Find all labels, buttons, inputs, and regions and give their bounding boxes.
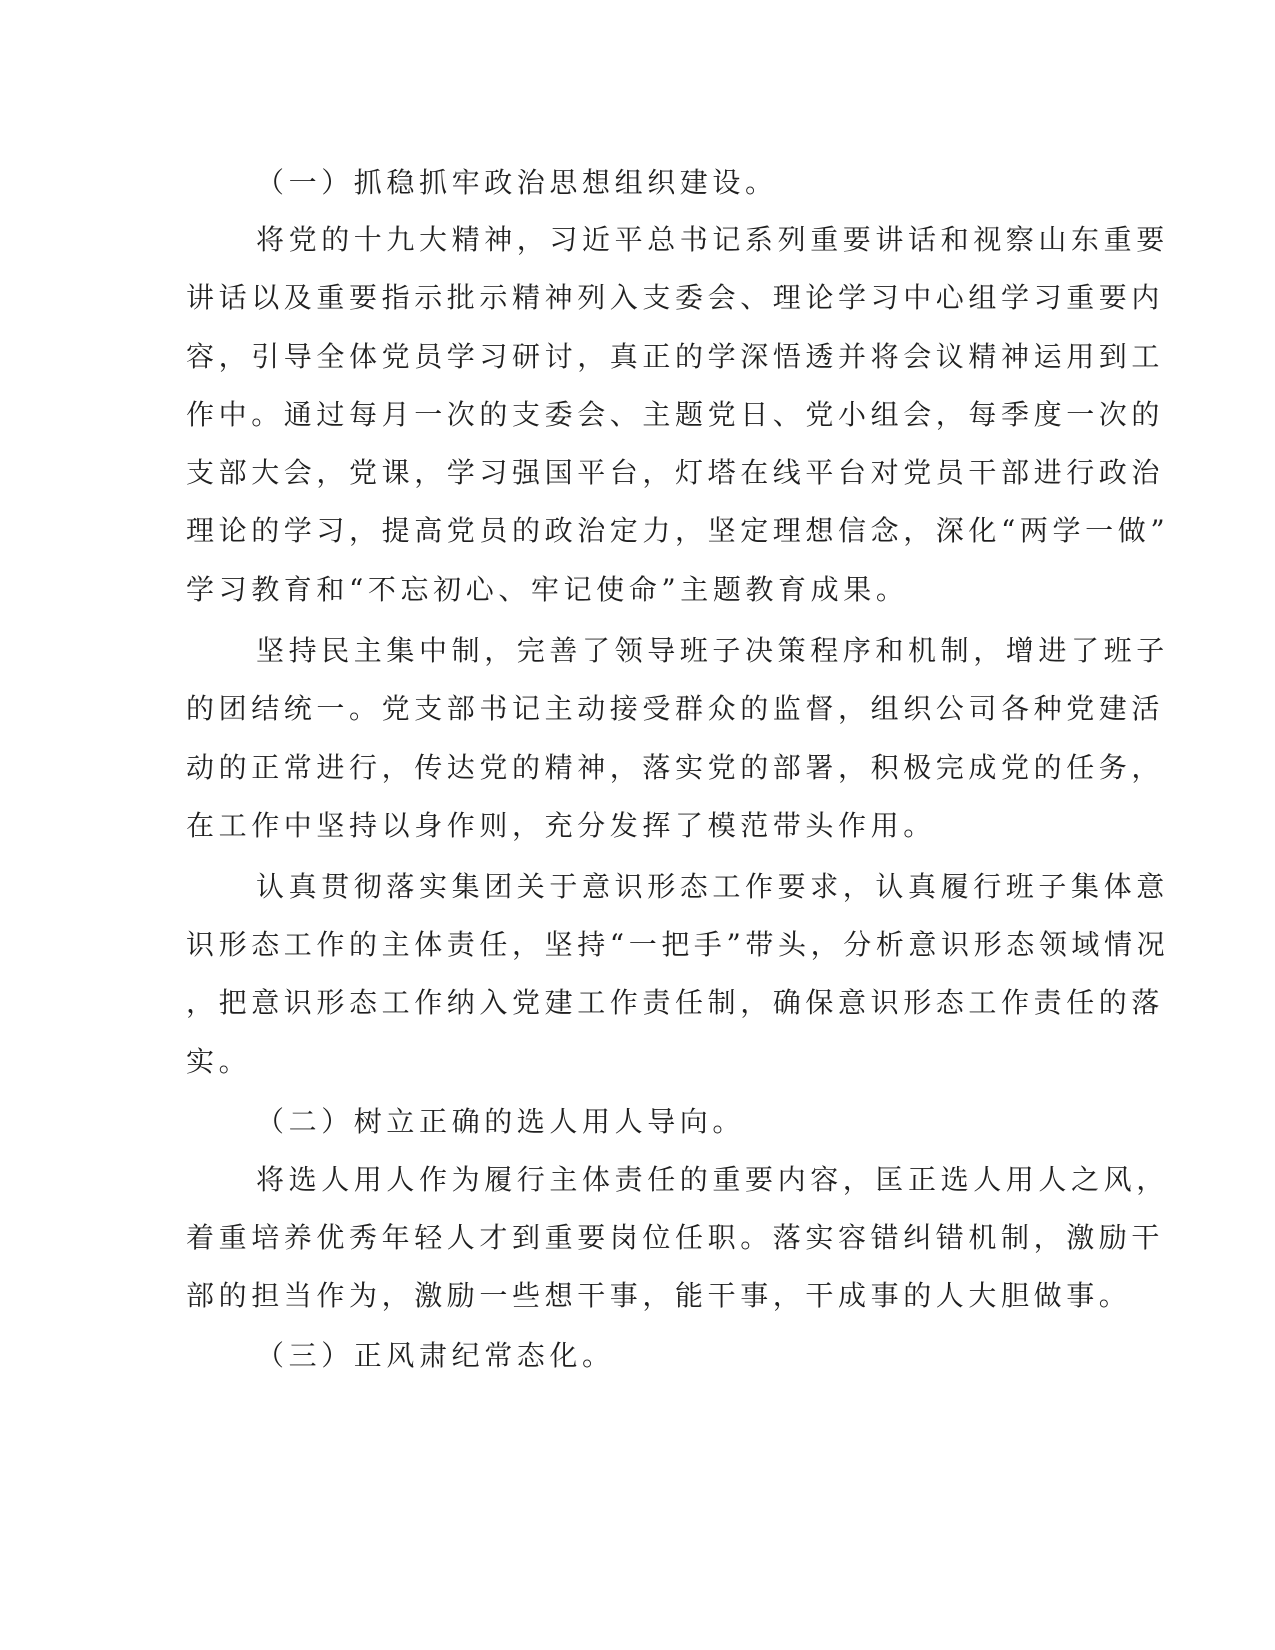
section-heading-1: （一）抓稳抓牢政治思想组织建设。 (256, 166, 778, 199)
paragraph-line: 将选人用人作为履行主体责任的重要内容，匡正选人用人之风， (256, 1163, 1169, 1196)
paragraph-line: 认真贯彻落实集团关于意识形态工作要求，认真履行班子集体意 (256, 870, 1169, 903)
paragraph-line: ，把意识形态工作纳入党建工作责任制，确保意识形态工作责任的落 (186, 986, 1165, 1019)
paragraph-line: 着重培养优秀年轻人才到重要岗位任职。落实容错纠错机制，激励干 (186, 1221, 1165, 1254)
paragraph-line: 动的正常进行，传达党的精神，落实党的部署，积极完成党的任务， (186, 751, 1165, 784)
section-heading-3: （三）正风肃纪常态化。 (256, 1339, 615, 1372)
paragraph-line: 学习教育和“不忘初心、牢记使命”主题教育成果。 (186, 573, 909, 606)
paragraph-line: 作中。通过每月一次的支委会、主题党日、党小组会，每季度一次的 (186, 398, 1165, 431)
paragraph-line: 部的担当作为，激励一些想干事，能干事，干成事的人大胆做事。 (186, 1279, 1132, 1312)
paragraph-line: 实。 (186, 1045, 252, 1078)
paragraph-line: 将党的十九大精神，习近平总书记系列重要讲话和视察山东重要 (256, 223, 1169, 256)
paragraph-line: 容，引导全体党员学习研讨，真正的学深悟透并将会议精神运用到工 (186, 340, 1165, 373)
paragraph-line: 讲话以及重要指示批示精神列入支委会、理论学习中心组学习重要内 (186, 281, 1165, 314)
paragraph-line: 在工作中坚持以身作则，充分发挥了模范带头作用。 (186, 809, 936, 842)
paragraph-line: 的团结统一。党支部书记主动接受群众的监督，组织公司各种党建活 (186, 692, 1165, 725)
section-heading-2: （二）树立正确的选人用人导向。 (256, 1105, 746, 1138)
paragraph-line: 识形态工作的主体责任，坚持“一把手”带头，分析意识形态领域情况 (186, 928, 1170, 961)
paragraph-line: 坚持民主集中制，完善了领导班子决策程序和机制，增进了班子 (256, 634, 1169, 667)
paragraph-line: 支部大会，党课，学习强国平台，灯塔在线平台对党员干部进行政治 (186, 456, 1165, 489)
paragraph-line: 理论的学习，提高党员的政治定力，坚定理想信念，深化“两学一做” (186, 514, 1170, 547)
